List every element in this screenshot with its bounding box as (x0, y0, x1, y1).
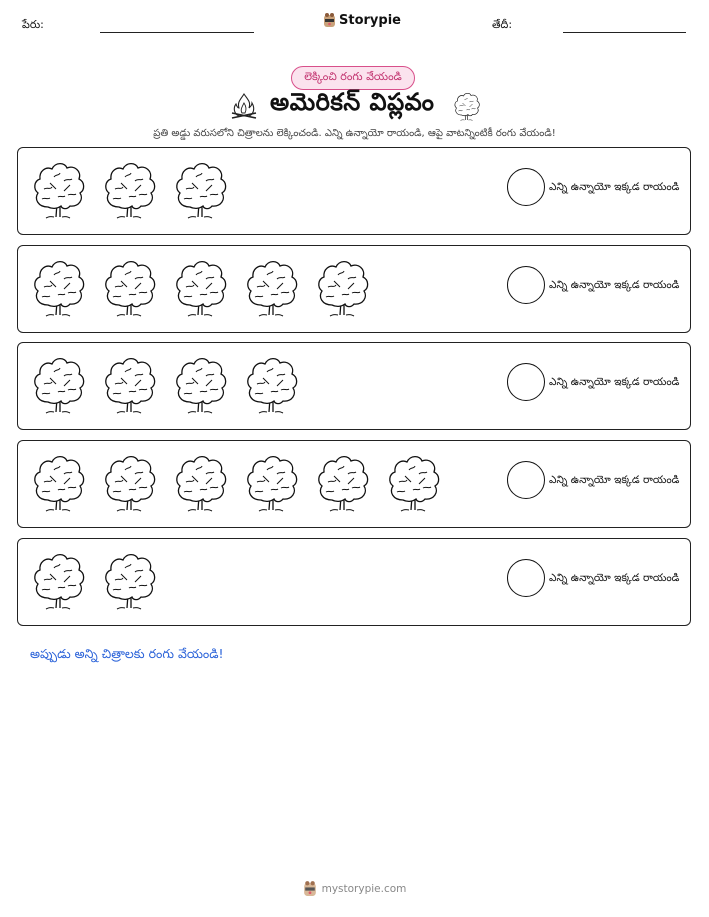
answer-circle[interactable] (507, 168, 545, 206)
tree-icon (243, 354, 301, 414)
answer-circle[interactable] (507, 266, 545, 304)
answer-label: ఎన్ని ఉన్నాయో ఇక్కడ రాయండి (549, 474, 680, 486)
tree-group (30, 452, 443, 512)
tree-icon (243, 257, 301, 317)
name-line[interactable] (100, 32, 254, 33)
tree-icon (101, 257, 159, 317)
tree-icon (172, 452, 230, 512)
count-row (17, 538, 691, 626)
count-row (17, 342, 691, 430)
answer-label: ఎన్ని ఉన్నాయో ఇక్కడ రాయండి (549, 181, 680, 193)
tree-icon (243, 452, 301, 512)
tree-group (30, 550, 159, 610)
name-label: పేరు: (22, 18, 44, 31)
tree-icon (30, 354, 88, 414)
storypie-logo-icon (303, 880, 317, 897)
tree-icon (101, 159, 159, 219)
tree-icon (30, 257, 88, 317)
answer-label: ఎన్ని ఉన్నాయో ఇక్కడ రాయండి (549, 279, 680, 291)
tree-icon (101, 452, 159, 512)
site-footer (0, 880, 709, 897)
answer-label: ఎన్ని ఉన్నాయో ఇక్కడ రాయండి (549, 376, 680, 388)
tree-icon (101, 550, 159, 610)
tree-icon (30, 550, 88, 610)
tree-group (30, 354, 301, 414)
tree-icon (101, 354, 159, 414)
instructions: ప్రతి అడ్డు వరుసలోని చిత్రాలను లెక్కించండి. ఎన్ని ఉన్నాయో రాయండి, ఆపై వాటన్నింటికీ రంగు వేయండి! (153, 128, 556, 139)
storypie-brand (323, 12, 401, 28)
count-row (17, 440, 691, 528)
date-line[interactable] (563, 32, 686, 33)
tree-icon (172, 354, 230, 414)
tree-group (30, 257, 372, 317)
brand-name: Storypie (339, 12, 401, 28)
count-row (17, 147, 691, 235)
answer-circle[interactable] (507, 461, 545, 499)
campfire-icon (229, 91, 259, 121)
tree-icon (172, 159, 230, 219)
tree-group (30, 159, 230, 219)
count-row (17, 245, 691, 333)
tree-icon (314, 257, 372, 317)
storypie-logo-icon (323, 12, 336, 28)
page-title: అమెరికన్ విప్లవం (270, 88, 435, 116)
answer-label: ఎన్ని ఉన్నాయో ఇక్కడ రాయండి (549, 572, 680, 584)
title-row (0, 88, 709, 124)
footer-message: అప్పుడు అన్ని చిత్రాలకు రంగు వేయండి! (30, 646, 224, 661)
answer-circle[interactable] (507, 363, 545, 401)
tree-icon (452, 91, 482, 121)
tree-icon (172, 257, 230, 317)
tree-icon (30, 159, 88, 219)
tree-icon (385, 452, 443, 512)
date-label: తేదీ: (492, 18, 513, 31)
site-url: mystorypie.com (321, 882, 407, 895)
tree-icon (30, 452, 88, 512)
answer-circle[interactable] (507, 559, 545, 597)
tree-icon (314, 452, 372, 512)
activity-badge: లెక్కించి రంగు వేయండి (291, 66, 415, 90)
